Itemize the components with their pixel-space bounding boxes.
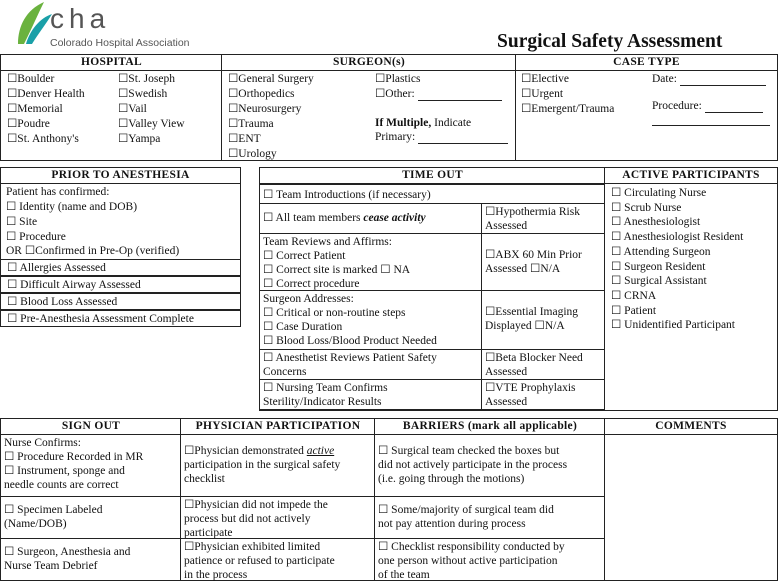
barrier-one-person[interactable] <box>374 538 606 581</box>
surgeon-ent[interactable]: ☐ENT <box>228 133 261 145</box>
case-procedure-label: Procedure: <box>652 100 702 112</box>
prior-anesthesia-section <box>0 167 241 327</box>
case-type-section <box>515 54 778 161</box>
comments-header: COMMENTS <box>605 419 777 435</box>
surgeon-other[interactable] <box>375 87 502 101</box>
surgeon-multiple-rest: Indicate <box>431 117 472 129</box>
comments-section <box>604 418 778 581</box>
hospital-st-joseph[interactable]: ☐St. Joseph <box>118 73 175 85</box>
prior-site[interactable]: ☐ Site <box>6 216 38 228</box>
timeout-nursing-team[interactable] <box>259 379 482 410</box>
timeout-abx[interactable] <box>481 233 606 291</box>
timeout-beta-blocker[interactable] <box>481 349 606 380</box>
signout-procedure-recorded[interactable]: ☐ Procedure Recorded in MR <box>4 451 144 463</box>
comments-field[interactable] <box>605 435 777 580</box>
participant-patient[interactable]: ☐ Patient <box>611 305 657 317</box>
surgeon-orthopedics[interactable]: ☐Orthopedics <box>228 88 295 100</box>
sign-out-section <box>0 418 182 581</box>
reviews-title: Team Reviews and Affirms: <box>263 236 392 248</box>
prior-header: PRIOR TO ANESTHESIA <box>1 168 240 184</box>
hospital-poudre[interactable]: ☐Poudre <box>7 118 50 130</box>
physician-active[interactable] <box>180 434 376 497</box>
barrier1-line1: ☐ Surgical team checked the boxes but <box>378 445 560 457</box>
participants-header: ACTIVE PARTICIPANTS <box>605 168 777 184</box>
surgeon-addresses-duration[interactable]: ☐ Case Duration <box>263 321 343 333</box>
case-procedure-field[interactable] <box>705 100 763 113</box>
time-out-section <box>259 167 606 411</box>
hypothermia-line1: ☐Hypothermia Risk <box>485 206 580 218</box>
surgeon-neurosurgery[interactable]: ☐Neurosurgery <box>228 103 302 115</box>
timeout-hypothermia[interactable] <box>481 203 606 234</box>
case-date-label: Date: <box>652 73 677 85</box>
surgeon-other-label: ☐Other: <box>375 88 415 100</box>
active-participants-section <box>604 167 778 411</box>
physician-active-line2: participation in the surgical safety <box>184 459 341 471</box>
barrier2-line1: ☐ Some/majority of surgical team did <box>378 504 554 516</box>
participant-circulating-nurse[interactable]: ☐ Circulating Nurse <box>611 187 707 199</box>
signout-nurse-confirms <box>0 434 182 497</box>
reviews-correct-site[interactable]: ☐ Correct site is marked ☐ NA <box>263 264 411 276</box>
timeout-surgeon-addresses <box>259 290 482 350</box>
physician-active-line3: checklist <box>184 473 225 485</box>
anesthetist-line1: ☐ Anesthetist Reviews Patient Safety <box>263 352 437 364</box>
hospital-valley-view[interactable]: ☐Valley View <box>118 118 185 130</box>
debrief-line1: ☐ Surgeon, Anesthesia and <box>4 546 131 558</box>
barrier-no-attention[interactable] <box>374 496 606 539</box>
participant-scrub-nurse[interactable]: ☐ Scrub Nurse <box>611 202 682 214</box>
participant-anesthesiologist-resident[interactable]: ☐ Anesthesiologist Resident <box>611 231 744 243</box>
physician-header: PHYSICIAN PARTICIPATION <box>181 419 375 435</box>
debrief-line2: Nurse Team Debrief <box>4 560 98 572</box>
hospital-denver-health[interactable]: ☐Denver Health <box>7 88 85 100</box>
surgeon-plastics[interactable]: ☐Plastics <box>375 73 421 85</box>
hospital-swedish[interactable]: ☐Swedish <box>118 88 168 100</box>
surgeon-trauma[interactable]: ☐Trauma <box>228 118 274 130</box>
surgeon-primary-field[interactable] <box>418 131 508 144</box>
surgeon-addresses-title: Surgeon Addresses: <box>263 293 354 305</box>
signout-specimen-labeled[interactable] <box>0 496 182 539</box>
prior-airway[interactable]: ☐ Difficult Airway Assessed <box>0 276 241 293</box>
abx-line1: ☐ABX 60 Min Prior <box>485 249 582 261</box>
prior-blood-loss[interactable]: ☐ Blood Loss Assessed <box>0 293 241 310</box>
hospital-st-anthonys[interactable]: ☐St. Anthony's <box>7 133 79 145</box>
timeout-team-reviews <box>259 233 482 291</box>
surgeon-primary-label: Primary: <box>375 131 416 143</box>
case-urgent[interactable]: ☐Urgent <box>521 88 564 100</box>
nursing-line1: ☐ Nursing Team Confirms <box>263 382 388 394</box>
physician-active-em: active <box>306 445 335 457</box>
case-date[interactable] <box>652 72 766 86</box>
vte-line1: ☐VTE Prophylaxis <box>485 382 576 394</box>
surgeon-urology[interactable]: ☐Urology <box>228 148 277 160</box>
beta-line1: ☐Beta Blocker Need <box>485 352 583 364</box>
beta-line2: Assessed <box>485 366 528 378</box>
specimen-line1: ☐ Specimen Labeled <box>4 504 103 516</box>
surgeon-primary[interactable] <box>375 130 508 144</box>
case-elective[interactable]: ☐Elective <box>521 73 569 85</box>
prior-procedure[interactable]: ☐ Procedure <box>6 231 66 243</box>
case-procedure[interactable] <box>652 99 763 113</box>
surgeon-section <box>221 54 517 161</box>
signout-instrument-counts[interactable]: ☐ Instrument, sponge and <box>4 465 125 477</box>
prior-identity[interactable]: ☐ Identity (name and DOB) <box>6 201 138 213</box>
participant-unidentified[interactable]: ☐ Unidentified Participant <box>611 319 736 331</box>
hospital-memorial[interactable]: ☐Memorial <box>7 103 63 115</box>
physician-limited-patience[interactable] <box>180 538 376 581</box>
imaging-line1: ☐Essential Imaging <box>485 306 579 318</box>
case-date-field[interactable] <box>680 73 766 86</box>
timeout-header: TIME OUT <box>260 168 605 184</box>
participant-surgeon-resident[interactable]: ☐ Surgeon Resident <box>611 261 706 273</box>
vte-line2: Assessed <box>485 396 528 408</box>
nursing-line2: Sterility/Indicator Results <box>263 396 382 408</box>
participant-surgical-assistant[interactable]: ☐ Surgical Assistant <box>611 275 707 287</box>
cease-pre: ☐ All team members <box>263 212 364 224</box>
hypothermia-line2: Assessed <box>485 220 528 232</box>
patience-line1: ☐Physician exhibited limited <box>184 541 321 553</box>
barrier3-line3: of the team <box>378 569 430 581</box>
participant-attending-surgeon[interactable]: ☐ Attending Surgeon <box>611 246 711 258</box>
patience-line3: in the process <box>184 569 248 581</box>
imaging-line2: Displayed ☐N/A <box>485 320 565 332</box>
timeout-cease-activity[interactable] <box>259 203 482 234</box>
hospital-vail[interactable]: ☐Vail <box>118 103 147 115</box>
hospital-section <box>0 54 223 161</box>
impede-line3: participate <box>184 527 233 539</box>
barrier2-line2: not pay attention during process <box>378 518 526 530</box>
hospital-boulder[interactable]: ☐Boulder <box>7 73 55 85</box>
physician-participation-section <box>180 418 376 581</box>
logo-mark: cha <box>50 3 111 34</box>
case-emergent-trauma[interactable]: ☐Emergent/Trauma <box>521 103 615 115</box>
logo-org: Colorado Hospital Association <box>50 37 190 49</box>
patience-line2: patience or refused to participate <box>184 555 335 567</box>
cease-em: cease activity <box>363 212 426 224</box>
signout-nurse-title: Nurse Confirms: <box>4 437 81 449</box>
prior-allergies[interactable]: ☐ Allergies Assessed <box>0 259 241 276</box>
barrier1-line3: (i.e. going through the motions) <box>378 473 525 485</box>
prior-intro: Patient has confirmed: <box>6 186 110 198</box>
hospital-header: HOSPITAL <box>1 55 222 71</box>
physician-did-not-impede[interactable] <box>180 496 376 539</box>
participant-crna[interactable]: ☐ CRNA <box>611 290 657 302</box>
timeout-vte[interactable] <box>481 379 606 410</box>
surgeon-other-field[interactable] <box>418 88 502 101</box>
timeout-anesthetist[interactable] <box>259 349 482 380</box>
reviews-correct-patient[interactable]: ☐ Correct Patient <box>263 250 346 262</box>
reviews-correct-procedure[interactable]: ☐ Correct procedure <box>263 278 360 290</box>
barrier-going-through-motions[interactable] <box>374 434 606 497</box>
timeout-imaging[interactable] <box>481 290 606 350</box>
impede-line1: ☐Physician did not impede the <box>184 499 328 511</box>
signout-needle-counts: needle counts are correct <box>4 479 119 491</box>
signout-header: SIGN OUT <box>1 419 181 435</box>
logo-leaf-icon <box>14 0 54 46</box>
physician-active-pre: ☐Physician demonstrated <box>184 445 307 457</box>
surgeon-addresses-blood[interactable]: ☐ Blood Loss/Blood Product Needed <box>263 335 437 347</box>
surgeon-multiple-note <box>375 116 471 130</box>
surgeon-general-surgery[interactable]: ☐General Surgery <box>228 73 314 85</box>
logo <box>8 0 193 50</box>
anesthetist-line2: Concerns <box>263 366 307 378</box>
case-type-header: CASE TYPE <box>516 55 777 71</box>
prior-assessment-complete[interactable]: ☐ Pre-Anesthesia Assessment Complete <box>0 310 241 327</box>
surgeon-addresses-steps[interactable]: ☐ Critical or non-routine steps <box>263 307 406 319</box>
barriers-section <box>374 418 606 581</box>
barrier3-line2: one person without active participation <box>378 555 558 567</box>
barriers-header: BARRIERS (mark all applicable) <box>375 419 605 435</box>
surgeon-multiple-bold: If Multiple, <box>375 117 432 129</box>
prior-confirmed-preop[interactable]: OR ☐Confirmed in Pre-Op (verified) <box>6 245 180 257</box>
barrier3-line1: ☐ Checklist responsibility conducted by <box>378 541 565 553</box>
specimen-line2: (Name/DOB) <box>4 518 67 530</box>
barrier1-line2: did not actively participate in the process <box>378 459 568 471</box>
hospital-yampa[interactable]: ☐Yampa <box>118 133 161 145</box>
surgeon-header: SURGEON(s) <box>222 55 516 71</box>
case-procedure-field-line2[interactable] <box>652 113 770 126</box>
signout-team-debrief[interactable] <box>0 538 182 581</box>
timeout-introductions[interactable]: ☐ Team Introductions (if necessary) <box>259 184 606 204</box>
abx-line2: Assessed ☐N/A <box>485 263 561 275</box>
impede-line2: process but did not actively <box>184 513 311 525</box>
page-title: Surgical Safety Assessment <box>497 31 723 52</box>
participant-anesthesiologist[interactable]: ☐ Anesthesiologist <box>611 216 701 228</box>
